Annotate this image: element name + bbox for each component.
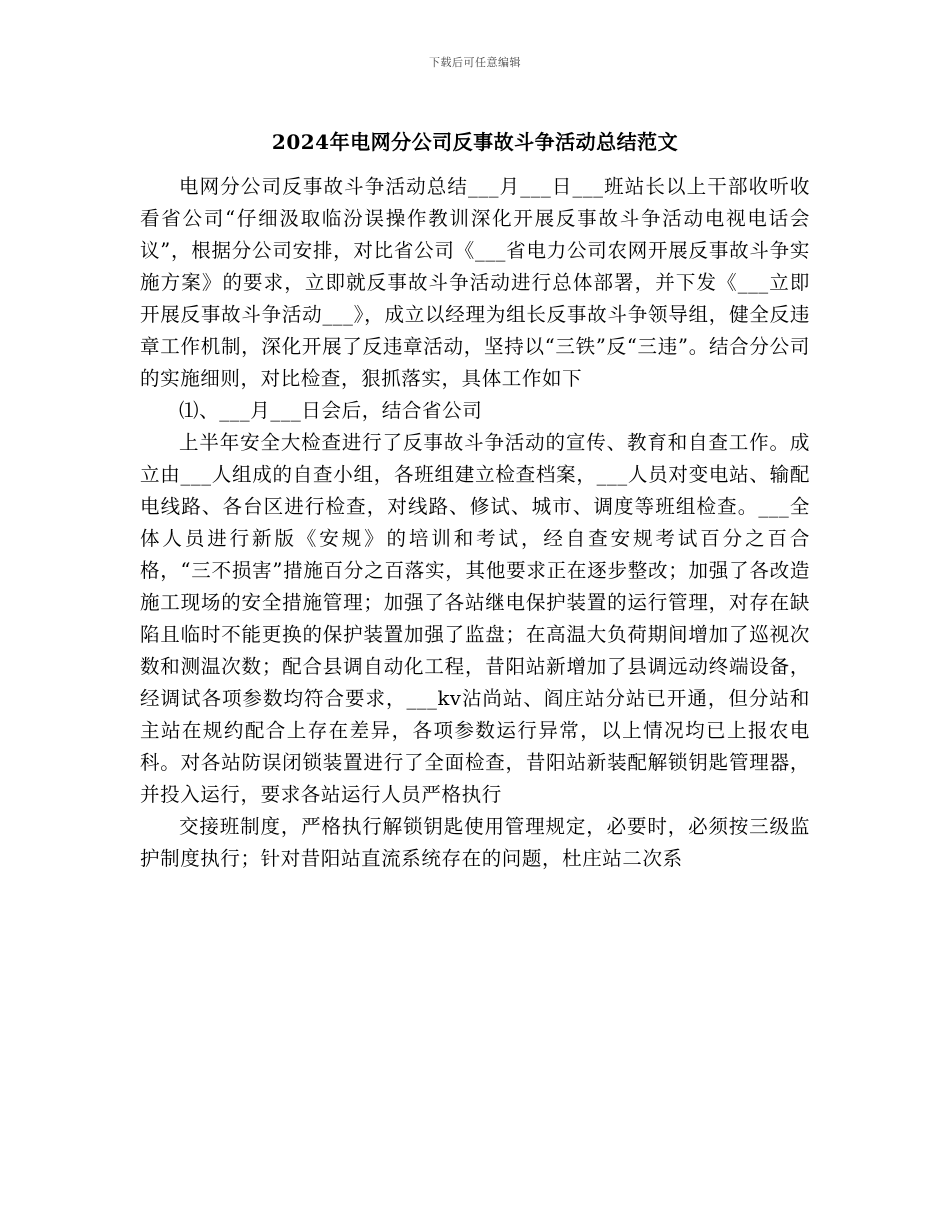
paragraph-3: 上半年安全大检查进行了反事故斗争活动的宣传、教育和自查工作。成立由___人组成的自查小组，各班组建立检查档案，___人员对变电站、输配电线路、各台区进行检查，对线路、修试、城市、调度等班组检查。___全体人员进行新版《安规》的培训和考试，经自查安规考试百分之百合格，“三不损害”措施百分之百落实，其他要求正在逐步整改；加强了各改造施工现场的安全措施管理；加强了各站继电保护装置的运行管理，对存在缺陷且临时不能更换的保护装置加强了监盘；在高温大负荷期间增加了巡视次数和测温次数；配合县调自动化工程，昔阳站新增加了县调远动终端设备，经调试各项参数均符合要求，___kv沾尚站、阎庄站分站已开通，但分站和主站在规约配合上存在差异，各项参数运行异常，以上情况均已上报农电科。对各站防误闭锁装置进行了全面检查，昔阳站新装配解锁钥匙管理器，并投入运行，要求各站运行人员严格执行 <box>140 431 810 806</box>
document-body <box>140 171 810 875</box>
paragraph-2: ⑴、___月___日会后，结合省公司 <box>179 399 483 422</box>
document-title: 2024年电网分公司反事故斗争活动总结范文 <box>271 130 679 154</box>
page-header-note: 下载后可任意编辑 <box>429 56 521 69</box>
paragraph-1: 电网分公司反事故斗争活动总结___月___日___班站长以上干部收听收看省公司“仔细汲取临汾误操作教训深化开展反事故斗争活动电视电话会议”，根据分公司安排，对比省公司《___省电力公司农网开展反事故斗争实施方案》的要求，立即就反事故斗争活动进行总体部署，并下发《___立即开展反事故斗争活动___》，成立以经理为组长反事故斗争领导组，健全反违章工作机制，深化开展了反违章活动，坚持以“三铁”反“三违”。结合分公司的实施细则，对比检查，狠抓落实，具体工作如下 <box>140 175 810 390</box>
paragraph-4: 交接班制度，严格执行解锁钥匙使用管理规定，必要时，必须按三级监护制度执行；针对昔阳站直流系统存在的问题，杜庄站二次系 <box>140 815 810 870</box>
